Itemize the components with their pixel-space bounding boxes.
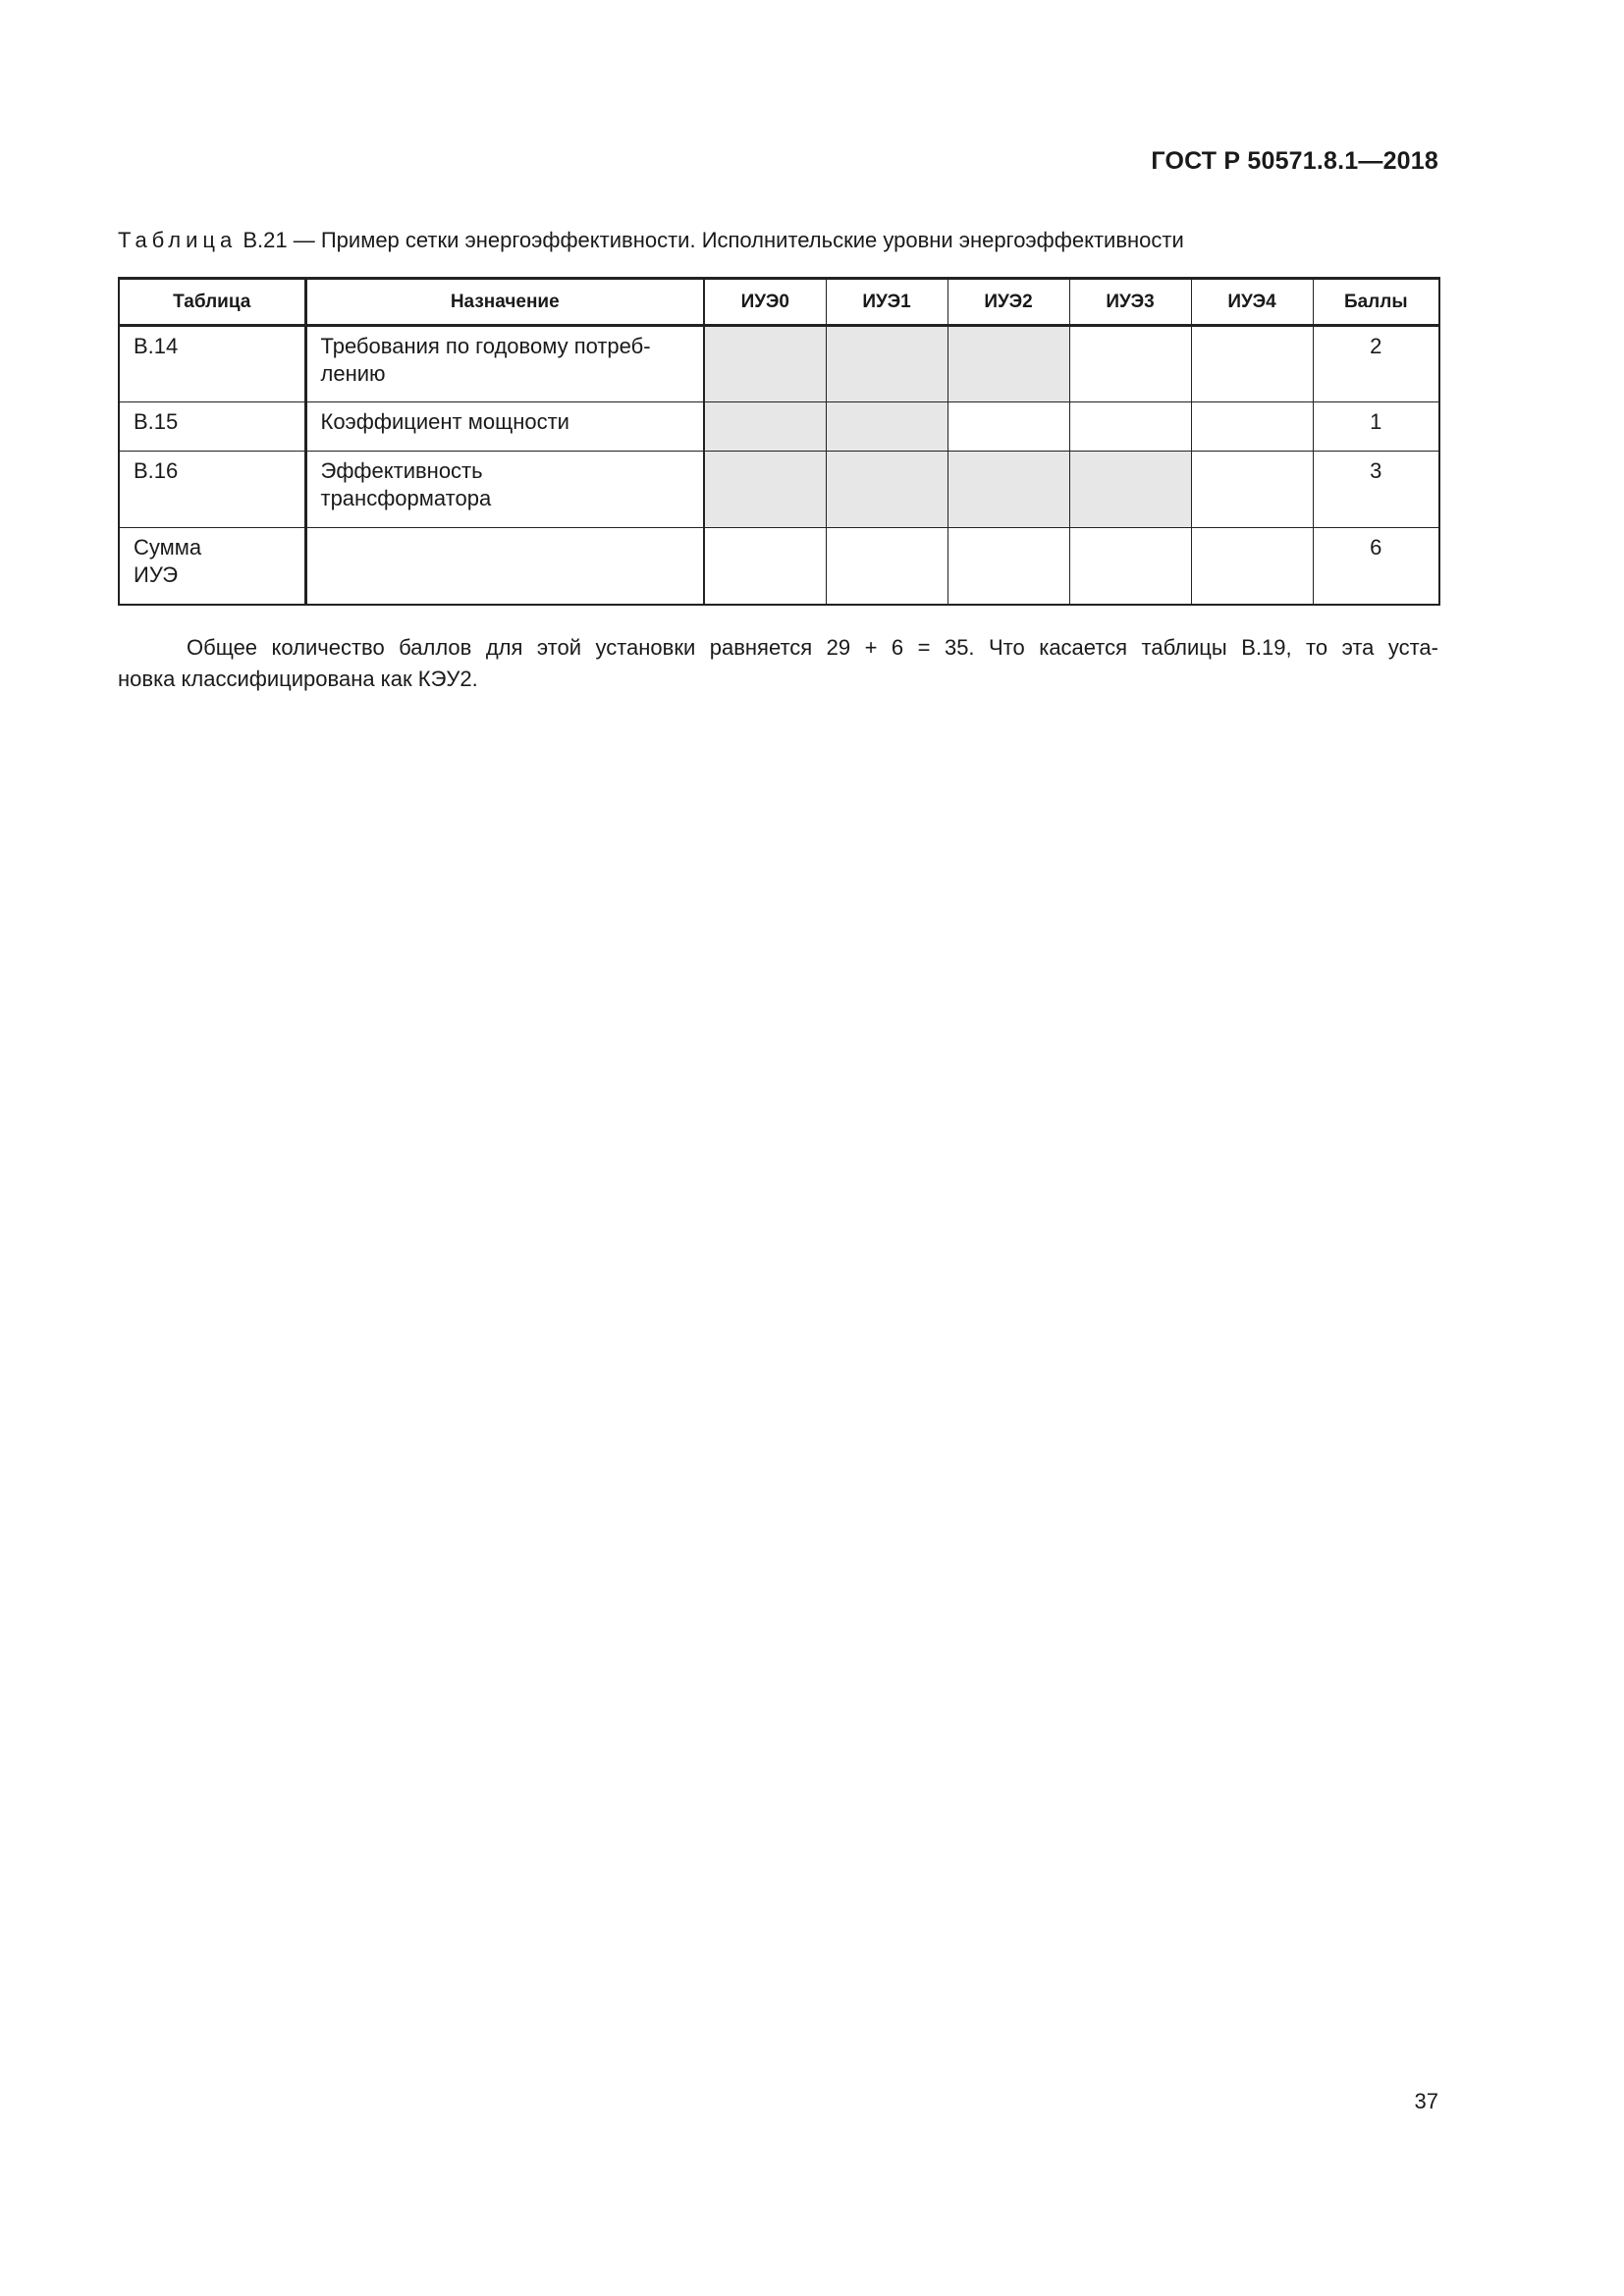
table-caption-text: B.21 — Пример сетки энергоэффективности. Исполнительские уровни энергоэффективности <box>237 228 1184 252</box>
level-cell <box>826 402 947 452</box>
table-caption <box>118 228 1184 253</box>
table-header-row <box>119 279 1439 326</box>
table-caption-label: Таблица <box>118 228 238 252</box>
total-level-cell <box>1069 528 1191 605</box>
level-cell <box>704 452 826 528</box>
level-cell <box>1069 402 1191 452</box>
row-purpose-line: лению <box>320 361 386 386</box>
document-code: ГОСТ Р 50571.8.1—2018 <box>1151 147 1438 175</box>
row-purpose-line: трансформатора <box>320 486 492 510</box>
total-label <box>119 528 305 605</box>
level-cell <box>826 326 947 402</box>
row-purpose-line: Коэффициент мощности <box>320 409 569 434</box>
total-label-line: Сумма <box>134 535 202 560</box>
level-cell <box>826 452 947 528</box>
level-cell <box>1191 326 1313 402</box>
table-row <box>119 402 1439 452</box>
total-purpose <box>305 528 704 605</box>
level-cell <box>1069 452 1191 528</box>
row-purpose-line: Требования по годовому потреб- <box>320 334 651 358</box>
summary-paragraph <box>118 632 1438 695</box>
row-score: 3 <box>1313 452 1439 528</box>
table-row <box>119 326 1439 402</box>
level-cell <box>1191 452 1313 528</box>
energy-efficiency-table <box>118 277 1440 606</box>
table-row <box>119 452 1439 528</box>
header-iue4: ИУЭ4 <box>1191 279 1313 326</box>
header-purpose: Назначение <box>305 279 704 326</box>
row-purpose <box>305 326 704 402</box>
level-cell <box>947 326 1069 402</box>
summary-line: Общее количество баллов для этой установки равняется 29 + 6 = 35. Что касается таблицы B.19, то эта уста- <box>187 635 1438 660</box>
row-score: 2 <box>1313 326 1439 402</box>
header-iue0: ИУЭ0 <box>704 279 826 326</box>
total-score: 6 <box>1313 528 1439 605</box>
header-iue1: ИУЭ1 <box>826 279 947 326</box>
row-purpose <box>305 452 704 528</box>
level-cell <box>704 402 826 452</box>
total-level-cell <box>947 528 1069 605</box>
level-cell <box>947 402 1069 452</box>
total-level-cell <box>826 528 947 605</box>
header-iue3: ИУЭ3 <box>1069 279 1191 326</box>
level-cell <box>704 326 826 402</box>
row-ref: B.16 <box>119 452 305 528</box>
summary-line: новка классифицирована как КЭУ2. <box>118 667 478 691</box>
header-score: Баллы <box>1313 279 1439 326</box>
header-iue2: ИУЭ2 <box>947 279 1069 326</box>
row-purpose-line: Эффективность <box>320 458 483 483</box>
level-cell <box>1069 326 1191 402</box>
row-score: 1 <box>1313 402 1439 452</box>
table-total-row <box>119 528 1439 605</box>
row-ref: B.14 <box>119 326 305 402</box>
header-table: Таблица <box>119 279 305 326</box>
row-purpose <box>305 402 704 452</box>
total-level-cell <box>1191 528 1313 605</box>
total-level-cell <box>704 528 826 605</box>
level-cell <box>1191 402 1313 452</box>
total-label-line: ИУЭ <box>134 562 179 587</box>
row-ref: B.15 <box>119 402 305 452</box>
page-number: 37 <box>1414 2089 1438 2113</box>
level-cell <box>947 452 1069 528</box>
